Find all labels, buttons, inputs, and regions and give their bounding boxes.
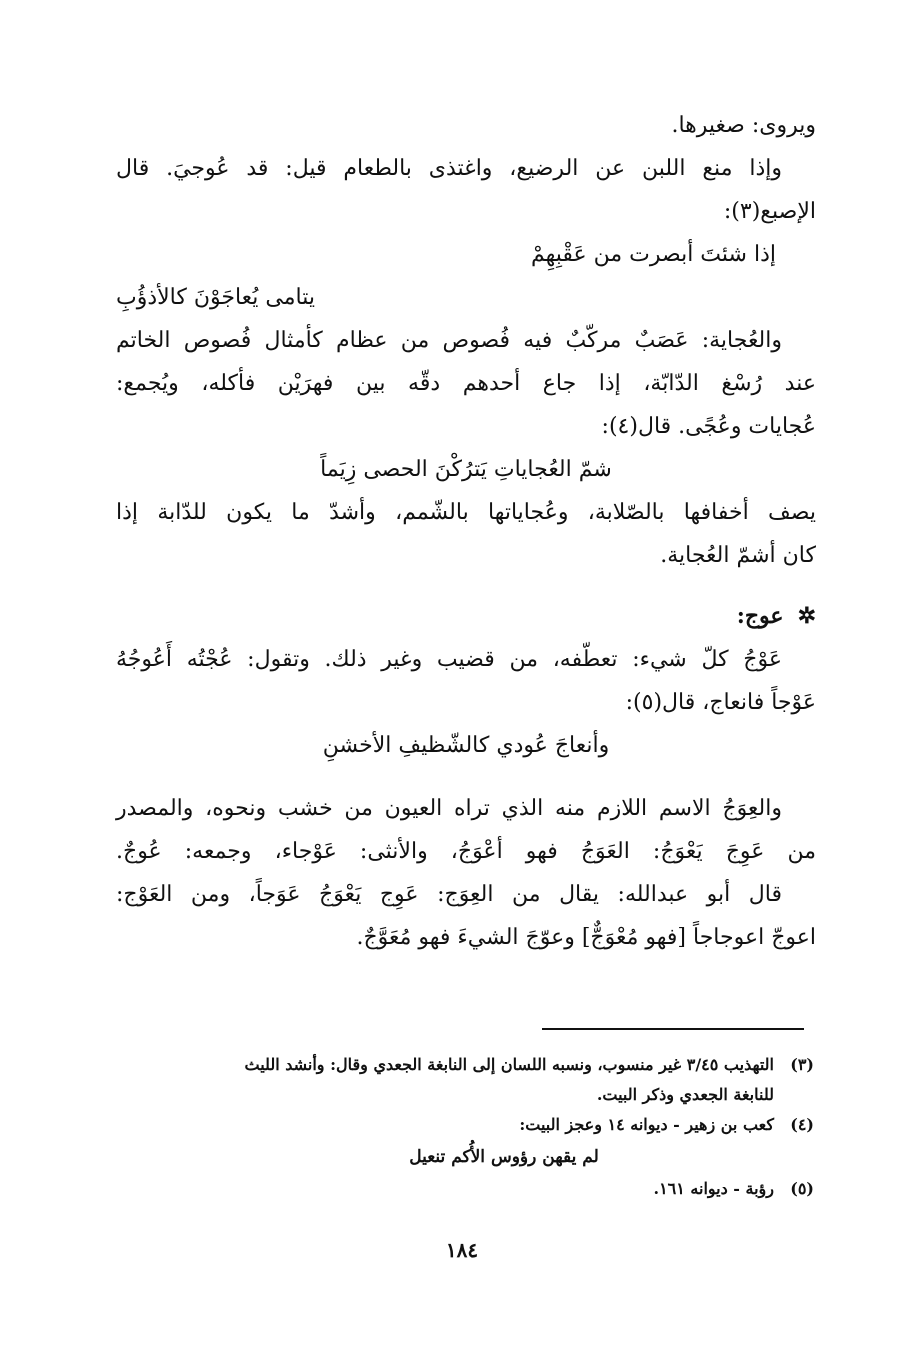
verse-line: وأنعاجَ عُودي كالشّظيفِ الأخشنِ: [322, 733, 610, 758]
footnote-number: (٥): [790, 1179, 814, 1198]
text-line: يصف أخفافها بالصّلابة، وعُجاياتها بالشّمم، وأشدّ ما يكون للدّابة إذا: [116, 500, 816, 525]
footnote-separator: [542, 1028, 804, 1030]
text-line: والعُجاية: عَصَبٌ مركّبٌ فيه فُصوص من عظام كأمثال فُصوص الخاتم: [116, 328, 782, 353]
text-line: ويروى: صغيرها.: [671, 113, 816, 138]
verse-line: شمّ العُجاياتِ يَترُكْنَ الحصى زِيَماً: [320, 457, 612, 482]
page-number: ١٨٤: [445, 1238, 479, 1262]
entry-heading: [116, 595, 816, 638]
verse-line: يتامى يُعاجَوْنَ كالأذؤُبِ: [116, 285, 315, 310]
footnote-number: (٤): [790, 1115, 814, 1134]
text-line: الإصبع(٣):: [723, 199, 816, 224]
asterism-icon: ✲: [797, 603, 816, 629]
footnote: [114, 1050, 814, 1080]
footnote-text: كعب بن زهير - ديوانه ١٤ وعجز البيت:: [519, 1115, 774, 1134]
text-line: عند رُسْغ الدّابّة، إذا جاع أحدهم دقّه بين فهرَيْن فأكله، ويُجمع:: [116, 371, 816, 396]
verse-line: إذا شئتَ أبصرت من عَقْبِهِمْ: [530, 242, 776, 267]
footnote: [114, 1110, 814, 1140]
text-line: عَوْجاً فانعاج، قال(٥):: [625, 690, 816, 715]
text-line: قال أبو عبدالله: يقال من العِوَج: عَوِج يَعْوَجُ عَوَجاً، ومن العَوْج:: [116, 882, 782, 907]
footnotes: [114, 1050, 814, 1204]
entry-title: عوج:: [736, 603, 784, 629]
text-line: عُجايات وعُجًى. قال(٤):: [601, 414, 816, 439]
footnote-continuation: للنابغة الجعدي وذكر البيت.: [596, 1085, 774, 1104]
footnote: [114, 1174, 814, 1204]
text-line: اعوجّ اعوجاجاً [فهو مُعْوَجٌّ] وعوّجَ الشيءَ فهو مُعَوَّجٌ.: [356, 925, 816, 950]
text-line: والعِوَجُ الاسم اللازم منه الذي تراه العيون من خشب ونحوه، والمصدر: [116, 796, 782, 821]
footnote-text: رؤبة - ديوانه ١٦١.: [653, 1179, 774, 1198]
text-line: كان أشمّ العُجاية.: [660, 543, 816, 568]
main-text: [116, 104, 816, 959]
text-line: من عَوِجَ يَعْوَجُ: العَوَجُ فهو أعْوَجُ، والأنثى: عَوْجاء، وجمعه: عُوجٌ.: [116, 839, 816, 864]
footnote-verse: لم يقهن رؤوس الأُكم تنعيل: [409, 1147, 599, 1167]
footnote-number: (٣): [790, 1055, 814, 1074]
text-line: عَوْجُ كلّ شيء: تعطّفه، من قضيب وغير ذلك. وتقول: عُجْتُه أَعُوجُهُ: [116, 647, 782, 672]
text-line: وإذا منع اللبن عن الرضيع، واغتذى بالطعام قيل: قد عُوجيَ. قال: [116, 156, 782, 181]
footnote-text: التهذيب ٣/٤٥ غير منسوب، ونسبه اللسان إلى النابغة الجعدي وقال: وأنشد الليث: [244, 1055, 774, 1074]
